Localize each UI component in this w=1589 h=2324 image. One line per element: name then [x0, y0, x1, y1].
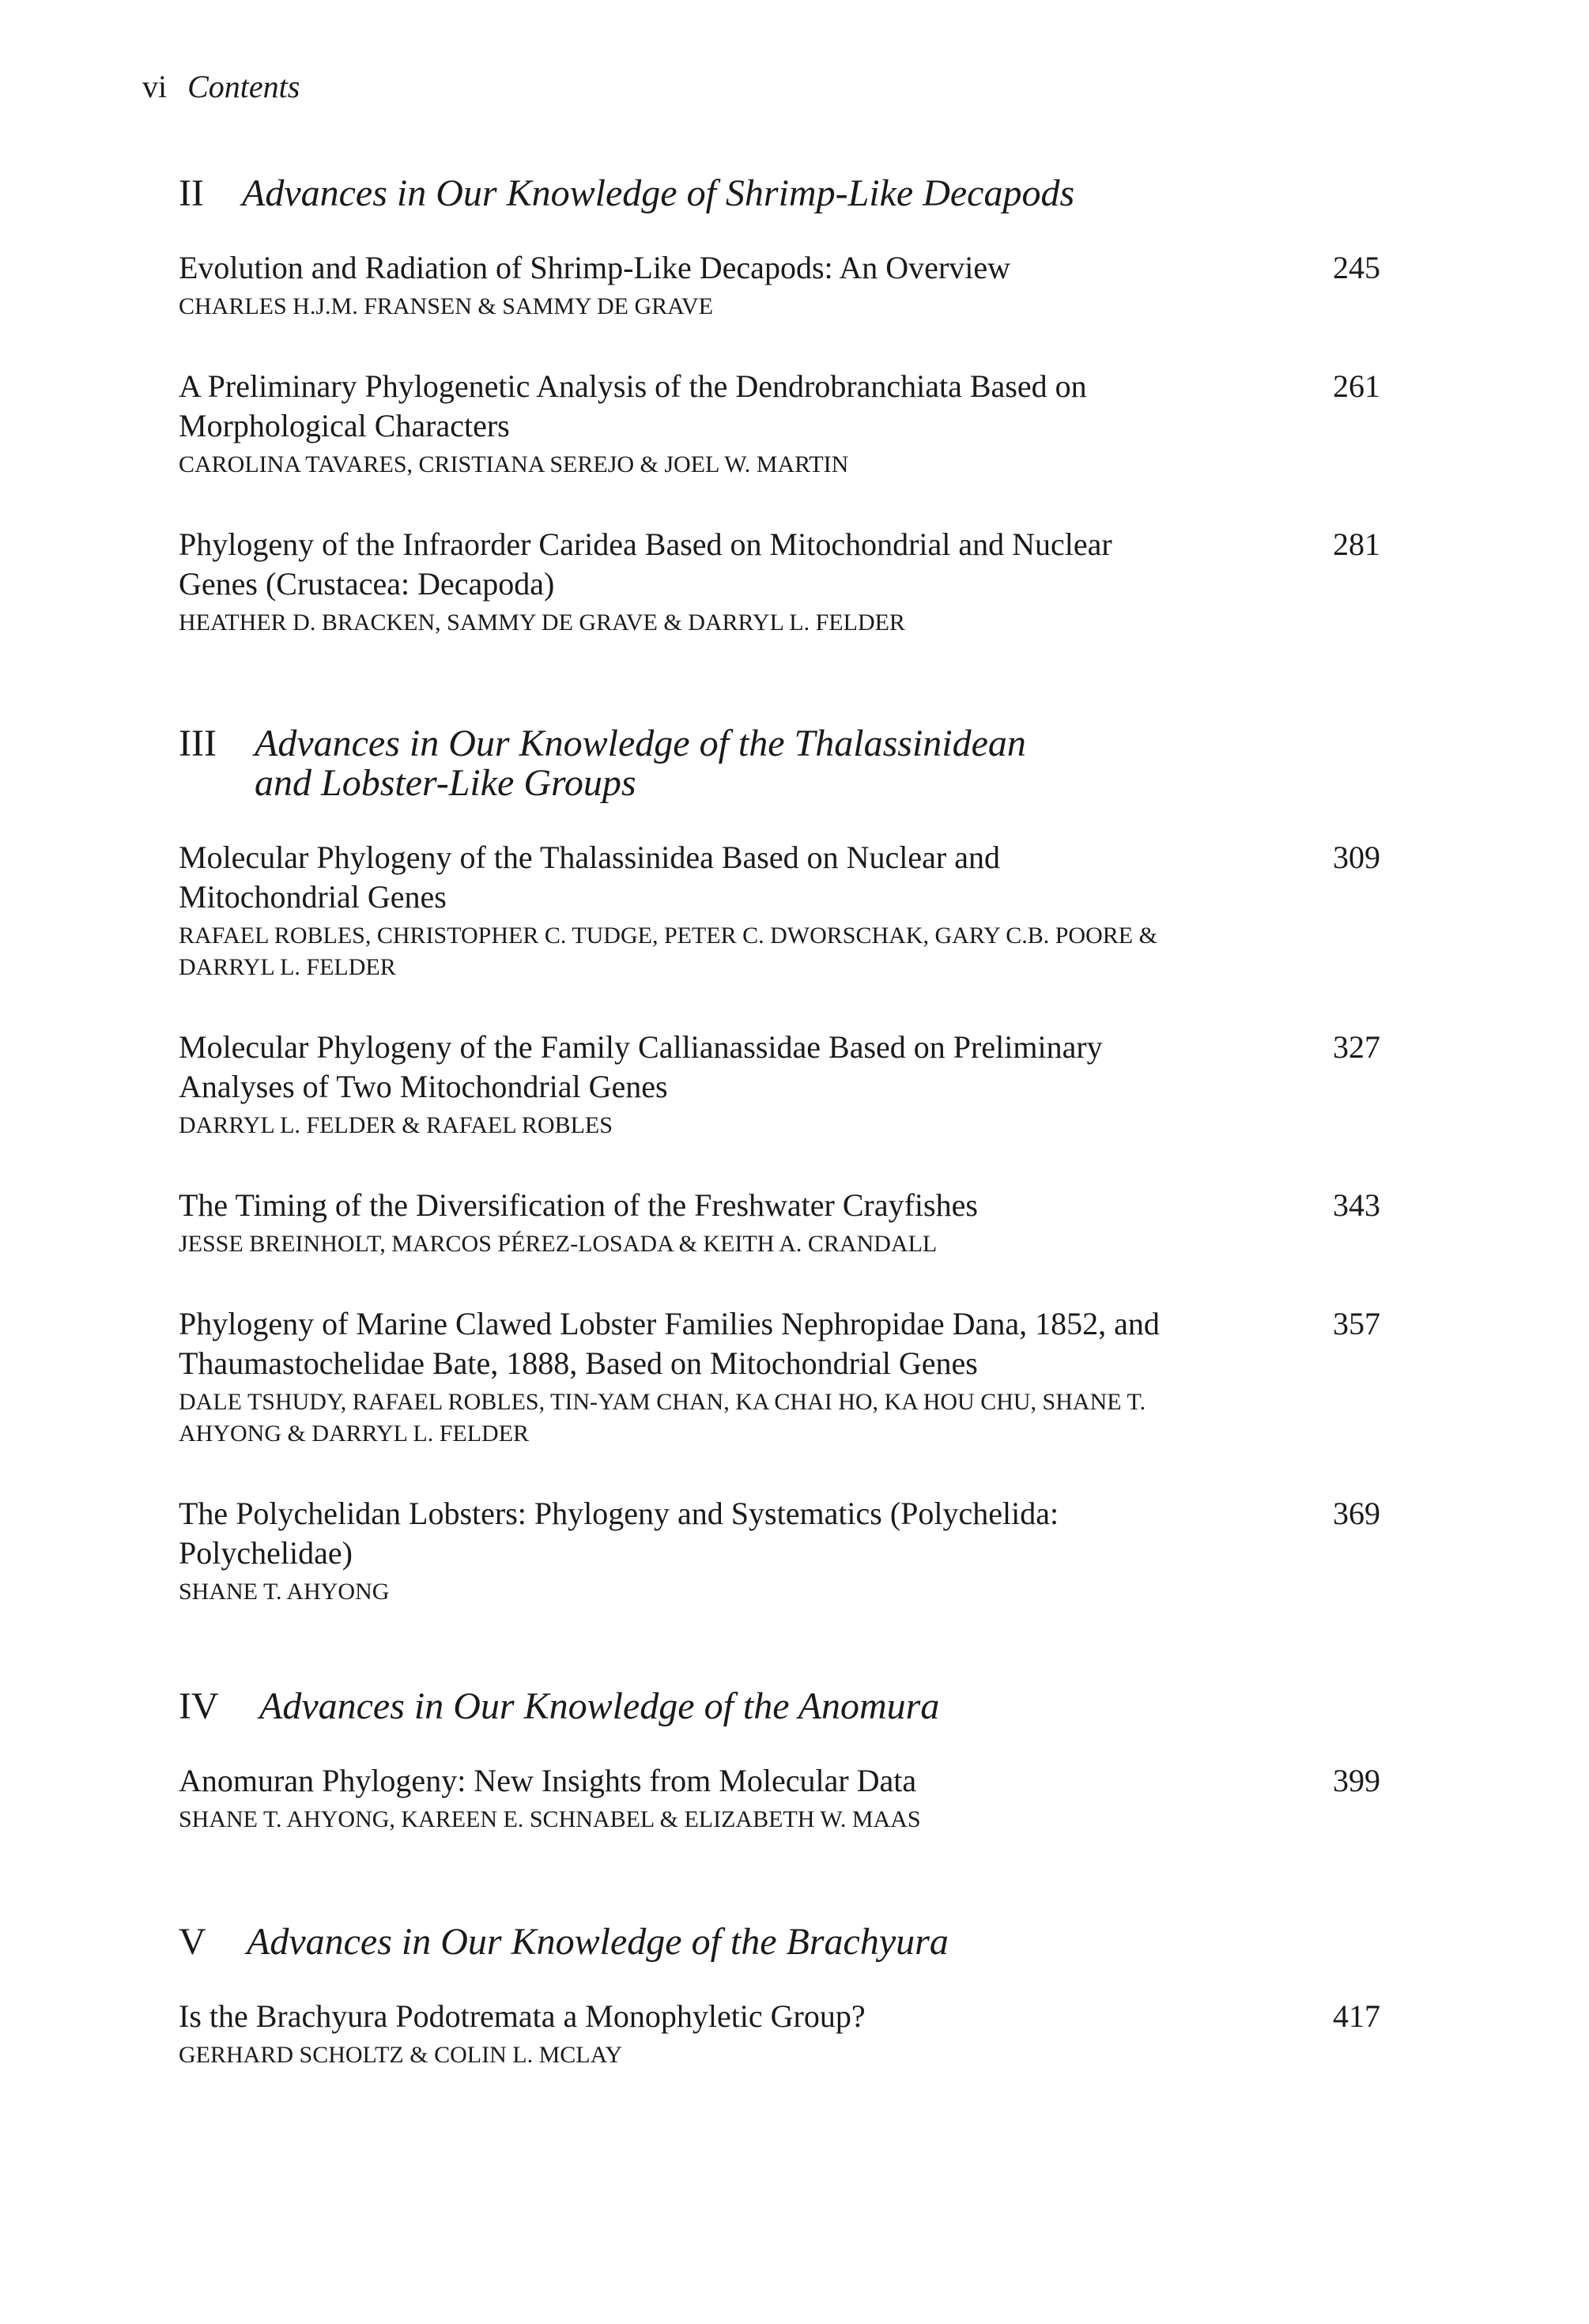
- toc-entry[interactable]: [179, 248, 1380, 323]
- part-number: III: [179, 722, 217, 764]
- entry-authors: GERHARD SCHOLTZ & COLIN L. MCLAY: [179, 2042, 623, 2068]
- entry-authors: CHARLES H.J.M. FRANSEN & SAMMY DE GRAVE: [179, 293, 713, 319]
- part-section-iii: [179, 724, 1380, 1608]
- part-section-v: [179, 1922, 1380, 2071]
- entry-title[interactable]: Is the Brachyura Podotremata a Monophyletic Group?: [179, 1998, 866, 2034]
- page-number: vi: [142, 69, 168, 104]
- entry-authors: DALE TSHUDY, RAFAEL ROBLES, TIN-YAM CHAN, KA CHAI HO, KA HOU CHU, SHANE T. AHYONG & DARRYL L. FELDER: [179, 1389, 1146, 1447]
- entry-title[interactable]: The Polychelidan Lobsters: Phylogeny and Systematics (Polychelida: Polychelidae): [179, 1496, 1059, 1571]
- part-number: IV: [179, 1685, 219, 1727]
- entry-title[interactable]: Phylogeny of the Infraorder Caridea Based on Mitochondrial and Nuclear Genes (Crustacea: Decapoda): [179, 526, 1112, 602]
- toc-entry[interactable]: [179, 1761, 1380, 1835]
- entry-authors: DARRYL L. FELDER & RAFAEL ROBLES: [179, 1112, 613, 1138]
- entry-title[interactable]: Molecular Phylogeny of the Family Callianassidae Based on Preliminary Analyses of Two Mitochondrial Genes: [179, 1029, 1103, 1104]
- toc-entry[interactable]: [179, 367, 1380, 481]
- entry-authors: SHANE T. AHYONG, KAREEN E. SCHNABEL & ELIZABETH W. MAAS: [179, 1806, 921, 1832]
- entry-authors: JESSE BREINHOLT, MARCOS PÉREZ-LOSADA & KEITH A. CRANDALL: [179, 1231, 938, 1257]
- entry-authors: HEATHER D. BRACKEN, SAMMY DE GRAVE & DARRYL L. FELDER: [179, 609, 905, 636]
- entry-title[interactable]: Molecular Phylogeny of the Thalassinidea Based on Nuclear and Mitochondrial Genes: [179, 839, 1000, 915]
- toc-entry[interactable]: [179, 525, 1380, 639]
- entry-page-number[interactable]: 281: [1333, 526, 1380, 562]
- entry-page-number[interactable]: 327: [1333, 1029, 1380, 1065]
- toc-entry[interactable]: [179, 1028, 1380, 1141]
- entry-page-number[interactable]: 245: [1333, 250, 1380, 285]
- part-number: V: [179, 1921, 206, 1963]
- entry-page-number[interactable]: 357: [1333, 1306, 1380, 1341]
- part-heading: [179, 174, 1380, 213]
- part-section-ii: [179, 174, 1380, 639]
- entry-title[interactable]: A Preliminary Phylogenetic Analysis of the Dendrobranchiata Based on Morphological Characters: [179, 368, 1087, 443]
- entry-page-number[interactable]: 261: [1333, 368, 1380, 404]
- entry-page-number[interactable]: 369: [1333, 1496, 1380, 1531]
- entry-authors: CAROLINA TAVARES, CRISTIANA SEREJO & JOEL W. MARTIN: [179, 451, 849, 477]
- entry-authors: RAFAEL ROBLES, CHRISTOPHER C. TUDGE, PETER C. DWORSCHAK, GARY C.B. POORE & DARRYL L. FELDER: [179, 922, 1157, 980]
- entry-page-number[interactable]: 399: [1333, 1763, 1380, 1798]
- toc-entry[interactable]: [179, 1997, 1380, 2071]
- part-title: Advances in Our Knowledge of the Brachyura: [247, 1921, 949, 1963]
- entry-title[interactable]: The Timing of the Diversification of the Freshwater Crayfishes: [179, 1187, 978, 1223]
- entry-authors: SHANE T. AHYONG: [179, 1579, 390, 1605]
- running-title: Contents: [187, 69, 300, 104]
- entry-title[interactable]: Phylogeny of Marine Clawed Lobster Families Nephropidae Dana, 1852, and Thaumastochelidae Bate, 1888, Based on Mitochondrial Genes: [179, 1306, 1160, 1381]
- entry-page-number[interactable]: 417: [1333, 1998, 1380, 2034]
- part-section-iv: [179, 1687, 1380, 1835]
- part-heading: [179, 1922, 1380, 1962]
- entry-title[interactable]: Evolution and Radiation of Shrimp-Like Decapods: An Overview: [179, 250, 1011, 285]
- entry-page-number[interactable]: 309: [1333, 839, 1380, 875]
- entry-page-number[interactable]: 343: [1333, 1187, 1380, 1223]
- part-heading: [179, 1687, 1380, 1726]
- toc-entry[interactable]: [179, 838, 1380, 983]
- part-number: II: [179, 172, 204, 214]
- part-heading: [179, 724, 1380, 803]
- part-title: Advances in Our Knowledge of the Thalassinidean and Lobster-Like Groups: [255, 722, 1026, 804]
- toc-entry[interactable]: [179, 1304, 1380, 1450]
- part-title: Advances in Our Knowledge of the Anomura: [259, 1685, 940, 1727]
- toc-entry[interactable]: [179, 1494, 1380, 1608]
- part-title: Advances in Our Knowledge of Shrimp-Like Decapods: [242, 172, 1075, 214]
- running-head: [142, 68, 300, 106]
- toc-entry[interactable]: [179, 1186, 1380, 1260]
- entry-title[interactable]: Anomuran Phylogeny: New Insights from Molecular Data: [179, 1763, 917, 1798]
